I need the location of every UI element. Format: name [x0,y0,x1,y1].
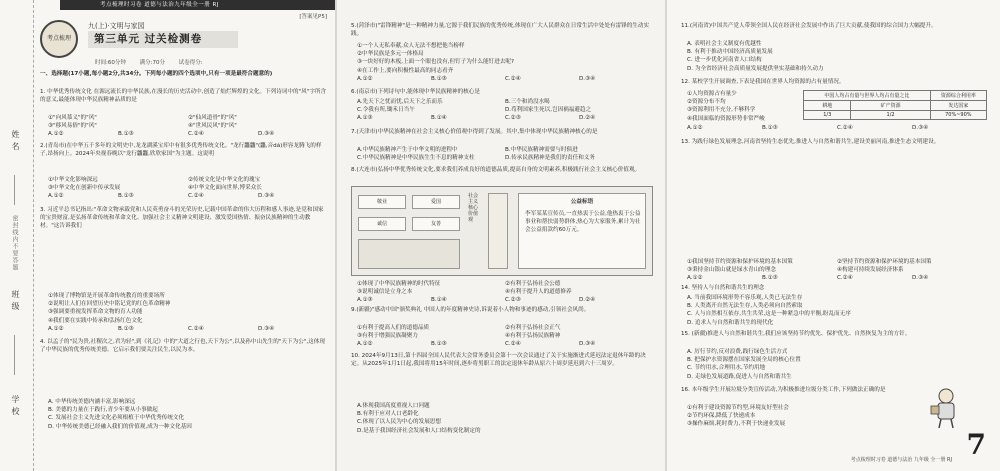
q14-stem: 14. 坚持人与自然和谐共生的理念 [681,285,765,291]
q16-options: ①有利于建设资源节约型,环境友好型社会 ②节约环保,降低了快递成本 ③操作麻烦,耗时费力,不利于快递业发展 [687,405,789,428]
fig-box-1: 敬业 [358,195,406,209]
q1-options: ①"向风慕义"的"风" ②"仙风道骨"的"风" ③"移风易俗"的"风" ④"世风民风"的"风" A.①② B.①③ C.②④ D.③④ [48,115,275,138]
q8-figure [351,186,653,276]
seal-note: 密封线内不要答题 [11,215,18,271]
q8-options: ①体现了中华民族精神的时代特征 ②有利于弘扬社会公德 ③说明诚信是立身之本 ④有利于提升人的道德修养 A.①③ B.①④ C.②③ D.②④ [357,281,596,304]
q15-options: A. 厉行节约,反对浪费,践行绿色生活方式 B. 把保护水资源摆在国家发展全局的核心位置 C. 节约用水,合理用水,节约用地 D. 走绿色发展道路,促进人与自然和谐共生 [687,349,801,380]
binding-margin [0,0,34,471]
table-header: 中国人均占有量与世界人均占有量之比 [804,91,931,101]
q11-stem: 11.(河南省)中国共产党人带领全国人民在经济社会发展中作出了巨大贡献,使我国的综合国力大幅提升。 [681,23,937,29]
school-label: 学校 [11,395,20,419]
q3-options: ①体现了博物馆是开展革命传统教育的重要场所 ②说明让人们在回望历史中铭记党的红色革命精神 ③强调要重视发挥革命文物的育人功能 ④我们要在实践中传承和弘扬红色文化 A.①② B.①③ C.②④ D.③④ [48,293,275,332]
q15-stem: 15. (新疆)推进人与自然和谐共生,我们应该坚持节约优先、保护优先、自然恢复为主的方针。 [681,331,911,337]
header-bar: 考点梳理时习卷 道德与法治九年级全一册 RJ [60,0,335,10]
q6-stem: 6.(南京市)下列诗句中,能体现中华民族精神的核心是 [351,89,480,95]
q13-options: ①我国坚持节约资源和保护环境的基本国策 ②坚持节约资源和保护环境的基本国策 ③秉持金山银山就是绿水青山的理念 ④构建可持续发展经济体系 A.①② B.①③ C.②④ D.③④ [687,259,932,282]
table-header: 资源综合利用率 [930,91,986,101]
exam-meta [95,58,215,66]
fig-vertical-label: 社会主义核心价值观 [468,193,479,223]
name-label: 姓名 [11,130,20,154]
q5-stem: 5.(菏泽市)"雷锋精神"是一种精神力量,它源于我们民族的优秀传统,体现在广大人民群众在日常生活中处处有雷锋的生动实践。 [351,23,650,38]
time-limit: 时间:60分钟 [95,60,126,66]
class-label: 班级 [11,290,20,314]
q1-stem: 1. 中华优秀传统文化 在源远流长的中华民族,在漫长的历史活动中,创造了灿烂辉煌的文化。下列诗词中的"风"字所含的意义,最能体现中华民族精神品质的是 [40,89,327,104]
q8-stem: 8.(大连市)弘扬中华优秀传统文化,要求我们养成良好的道德品质,提高自身的文明素养,积极践行社会主义核心价值观。 [351,167,641,173]
table-row: 1/3 1/2 70%~90% [804,111,987,120]
q10-stem: 10. 2024年9月13日,第十四届全国人民代表大会常务委员会第十一次会议通过了关于实施渐进式延迟法定退休年龄的决定。从2025年1月1日起,我国将用15年时间,逐步将男职工的法定退休年龄从原六十周岁延迟到六十三周岁。 [351,353,646,368]
fig-bottom-panel [358,239,460,269]
fig-pillar [488,193,508,269]
q7-stem: 7.(天津市)中华民族精神在社会主义核心价值观中得到了发展。其中,集中体现中华民族精神核心的是 [351,129,598,135]
billboard [518,193,646,269]
q3-stem: 3. 习近平总书记指出:"革命文物承载党和人民英勇奋斗的光荣历史,记载中国革命的伟大历程和感人事迹,是党和国家的宝贵财富,是弘扬革命传统和革命文化、加强社会主义精神文明建设、激发爱国热情、振奋民族精神的生动教材。"这告诉我们 [40,207,324,230]
q6-options: A.先天下之忧而忧,后天下之乐而乐 B.三个和尚没水喝 C.令我有所,锄禾日当午 D.苟利国家生死以,岂因祸福避趋之 A.①③ B.①④ C.②③ D.②④ [357,99,596,122]
q2-stem: 2.(青岛市)在中华五千多年的文明史中,龙龙湖溪宝库中有很多优秀传统文化。"龙行龘龘"(龘,音dá)形容龙腾飞的样子,昂扬向上。2024年央视春晚以"龙行龘龘,欣欣家国"为主题。这说明 [40,143,322,158]
q7-options: A.中华民族精神产生于中华文明的进程中 B.中华民族精神需要与时俱进 C.中华民族精神是中华民族生生不息的精神支柱 D.传承民族精神是我们的责任和义务 [357,147,595,162]
full-score: 满分:70分 [139,60,165,66]
cartoon-figure-icon [929,386,963,430]
billboard-text: 李军某某宣传员,一直热衷于公益,他热衷于公益事业和帮扶弱势群体,热心为大家服务,累计为社会公益捐款约60万元。 [525,211,641,234]
fig-box-3: 诚信 [358,217,406,231]
logo-seal: 考点梳理 [40,20,78,58]
score-field[interactable]: 试卷得分: [178,60,203,66]
q5-options: ①一个人无私奉献,众人无法不想把他当榜样 ②中华民族是多元一体格局 ③一块好好的木板,上面一个眼也没有,但钉子为什么能钉进去呢? ④在工作上,要向积极性最高的同志看齐 A.①② B.①③ C.②④ D.③④ [357,43,596,82]
page-middle [337,0,665,471]
answer-tag: [答案见P5] [299,14,327,20]
class-line [14,335,15,375]
page-right [667,0,1000,471]
q9-stem: 9.(新疆)"感动中国"颁奖典礼 中国人的年度精神史诗,诉说着小人物和事迹的感动,引领社会风尚。 [351,307,590,313]
q2-options: ①中华文化影响深远 ②传统文化是中华文化的瑰宝 ③中华文化在创新中传承发展 ④中华文化面向世界,博采众长 A.①② B.①③ C.②④ D.③④ [48,177,275,200]
billboard-title: 公益标语 [570,199,594,205]
resource-table [803,90,987,120]
q12-stem: 12. 某校学生开展调查,下表是我国在世界人均资源的占有量情况。 [681,79,845,85]
q9-options: ①有利于提高人们的道德品质 ②有利于弘扬社会正气 ③有利于增强民族凝聚力 ④有利于弘扬民族精神 A.①② B.①③ C.②④ D.③④ [357,325,596,348]
q12-options: ①人均资源占有量少 ②资源分布不均 ③资源利用不充分,不够科学 ④我国面临的资源形势非常严峻 [687,91,765,122]
name-line [14,175,15,205]
q13-stem: 13. 为践行绿色发展理念,河南省坚持生态优先,推进人与自然和谐共生,建设美丽河南,推进生态文明建设。 [681,139,940,145]
page-number: 7 [966,428,986,461]
q11-options: A. 表明社会主义制度有优越性 B. 有利于推动中国经济高质量发展 C. 进一步优化河南省人口结构 D. 为全省经济社会高质量发展提供坚实基础和持久动力 [687,41,824,72]
q14-options: A. 当前我国环境形势不容乐观,人类已无法生存 B. 人类离开自然无法生存,人类必须向自然索取 C. 人与自然相互依存,共生共荣,这是一种紧急中的平衡,盼乱而无序 D. 追求人与自然和谐共生的现代化 [687,295,851,326]
fig-box-2: 爱国 [412,195,460,209]
table-row: 耕地 矿产资源 发达国家 [804,101,987,111]
q12-answers: A.①② B.①③ C.②④ D.③④ [687,125,929,131]
fig-box-4: 友善 [412,217,460,231]
q10-options: A.体现我国高度重视人口问题 B.有利于应对人口老龄化 C.体现了以人民为中心的发展思想 D.是基于我国经济社会发展和人口结构变化制定的 [357,403,481,434]
unit-title: 第三单元 过关检测卷 [88,31,238,48]
unit-subtitle: 九(上)·文明与家园 [88,22,145,30]
q4-options: A. 中华传统美德内涵丰富,影响深远 B. 美德的力量在于践行,青少年要从小事做起 C. 发展社会主义先进文化必须根植于中华优秀传统文化 D. 中华传统美德已经融入我们的价值观,成为一种文化基因 [48,399,192,430]
q16-stem: 16. 本年级学生开展垃圾分类宣传活动,为积极推进垃圾分类工作,下列做法正确的是 [681,387,886,393]
q4-stem: 4. 以孟子的"民为贵,社稷次之,君为轻",到《礼记》中的"大道之行也,天下为公",以及孙中山先生的"天下为公",这体现了中华民族的优秀传统美德。它启示我们要关注民生,以民为本。 [40,339,325,354]
page-footer: 考点梳理时习卷 道德与法治 九年级 全一册 RJ [850,457,952,463]
section-one-heading: 一、选择题(17小题,每小题2分,共34分。下列每小题的四个选项中,只有一项是最符合题意的) [40,71,273,77]
page-left [0,0,335,471]
